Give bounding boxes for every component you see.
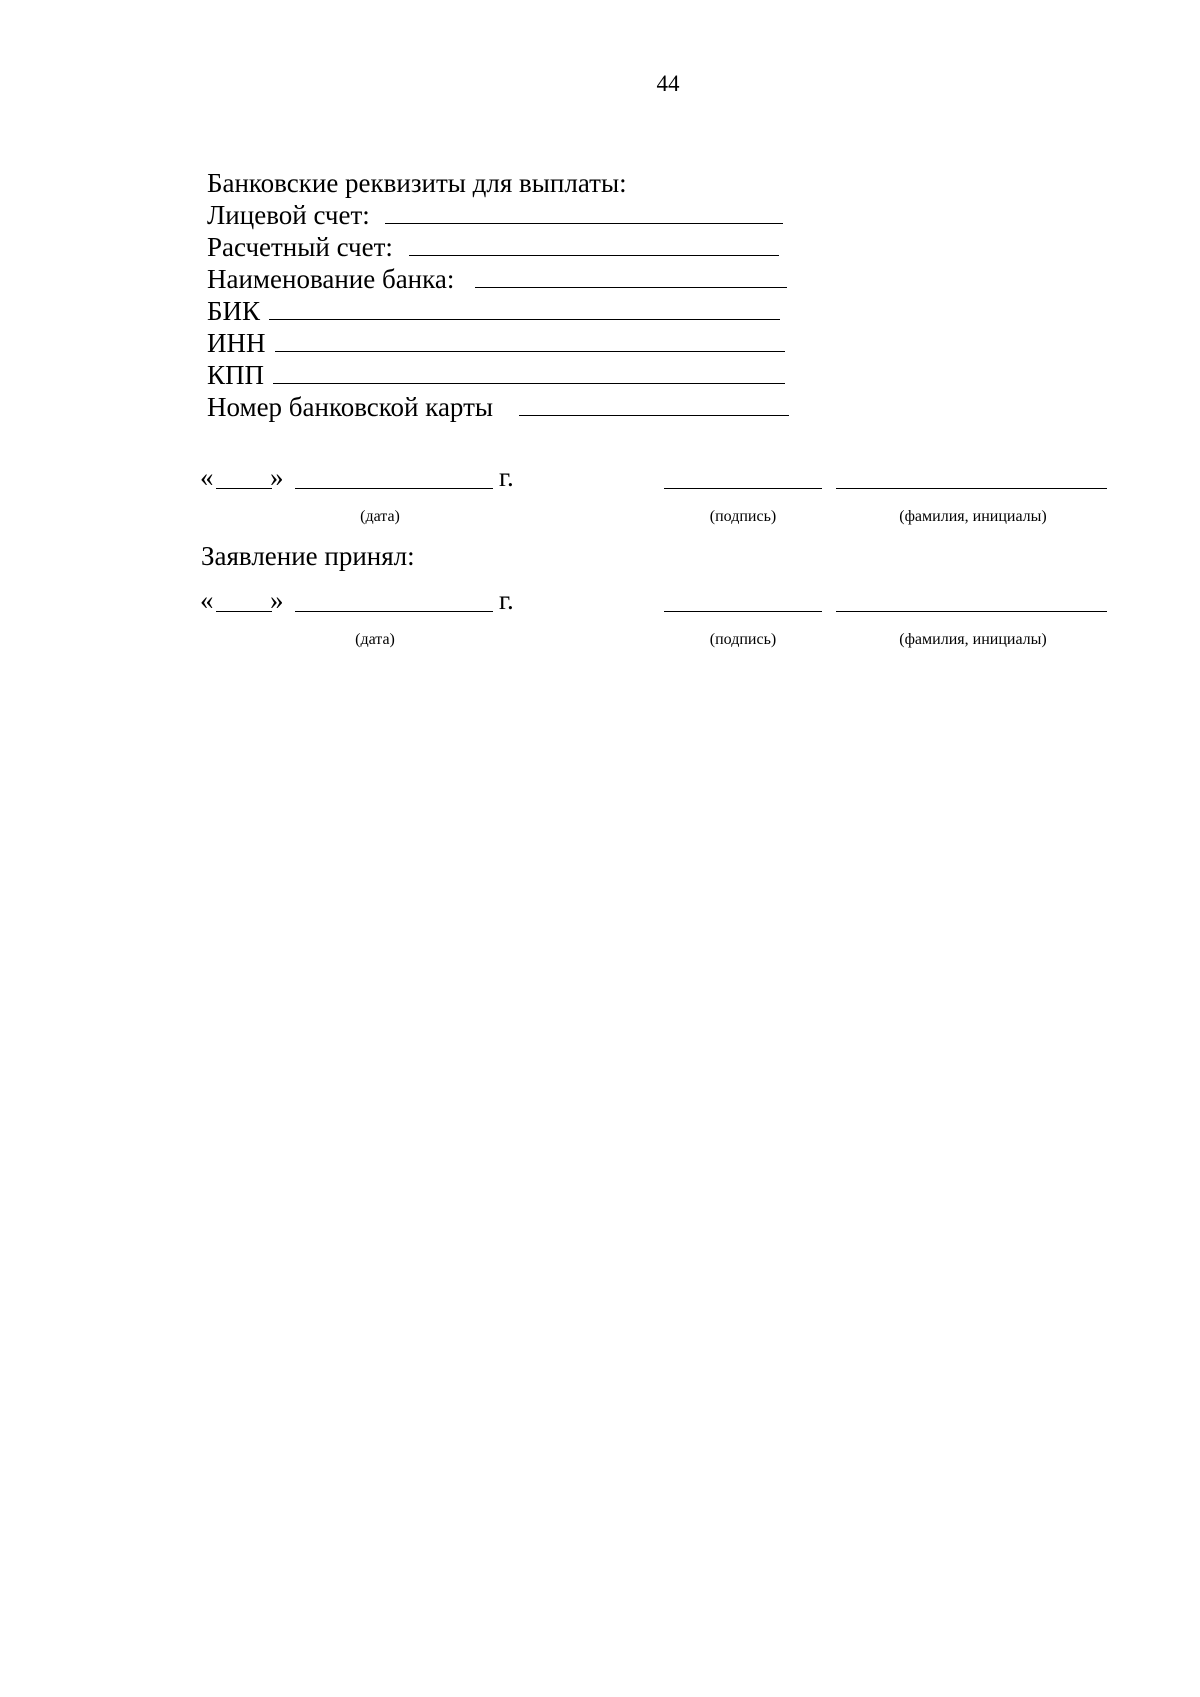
field-label-kpp: КПП	[207, 360, 265, 390]
full-name-blank[interactable]	[836, 488, 1107, 489]
accepted-heading: Заявление принял:	[201, 541, 415, 571]
date-day-blank[interactable]	[216, 488, 272, 489]
date-month-blank[interactable]	[295, 488, 493, 489]
date-open-quote-2: «	[200, 585, 214, 615]
date-caption-2: (дата)	[355, 631, 395, 648]
field-blank-card-number[interactable]	[519, 415, 789, 416]
signature-blank-2[interactable]	[664, 611, 822, 612]
date-day-blank-2[interactable]	[216, 611, 272, 612]
field-blank-kpp[interactable]	[273, 383, 785, 384]
date-year-suffix: г.	[499, 462, 514, 492]
field-label-settlement-account: Расчетный счет:	[207, 232, 393, 262]
page-number: 44	[656, 71, 680, 96]
field-label-bank-name: Наименование банка:	[207, 264, 455, 294]
date-month-blank-2[interactable]	[295, 611, 493, 612]
signature-caption-2: (подпись)	[709, 631, 777, 648]
date-open-quote: «	[200, 462, 214, 492]
field-label-bik: БИК	[207, 296, 261, 326]
full-name-caption: (фамилия, инициалы)	[899, 508, 1047, 525]
field-label-inn: ИНН	[207, 328, 266, 358]
date-close-quote: »	[270, 462, 284, 492]
field-blank-bank-name[interactable]	[475, 287, 787, 288]
full-name-blank-2[interactable]	[836, 611, 1107, 612]
signature-blank[interactable]	[664, 488, 822, 489]
bank-details-heading: Банковские реквизиты для выплаты:	[207, 168, 627, 198]
field-label-personal-account: Лицевой счет:	[207, 200, 370, 230]
field-blank-bik[interactable]	[269, 319, 780, 320]
field-label-card-number: Номер банковской карты	[207, 392, 494, 422]
field-blank-settlement-account[interactable]	[409, 255, 779, 256]
date-year-suffix-2: г.	[499, 585, 514, 615]
date-close-quote-2: »	[270, 585, 284, 615]
full-name-caption-2: (фамилия, инициалы)	[899, 631, 1047, 648]
date-caption: (дата)	[360, 508, 400, 525]
signature-caption: (подпись)	[709, 508, 777, 525]
field-blank-personal-account[interactable]	[385, 223, 783, 224]
field-blank-inn[interactable]	[275, 351, 785, 352]
